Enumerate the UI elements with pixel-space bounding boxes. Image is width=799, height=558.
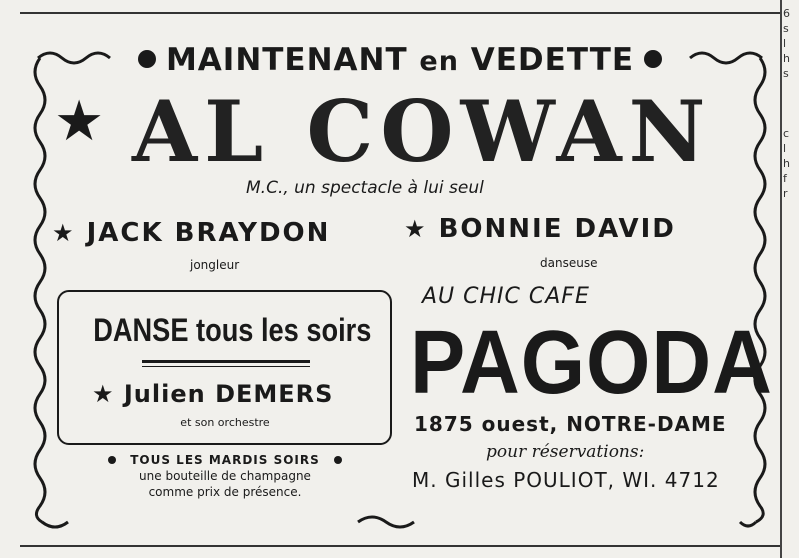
fragment-line: s — [783, 67, 789, 80]
act-role: jongleur — [190, 258, 240, 272]
headline-part2: en — [419, 46, 459, 77]
orchestra-leader — [92, 380, 333, 408]
bullet-icon — [644, 50, 662, 68]
act-name: BONNIE DAVID — [438, 214, 676, 244]
star-icon: ★ — [54, 89, 105, 154]
tuesday-line1: TOUS LES MARDIS SOIRS — [130, 453, 320, 467]
bullet-icon — [138, 50, 156, 68]
star-icon: ★ — [404, 215, 428, 243]
leader-name: Julien DEMERS — [123, 380, 334, 408]
fragment-line — [783, 81, 799, 96]
act-name: JACK BRAYDON — [86, 218, 331, 248]
adjacent-column-fragment — [783, 6, 799, 201]
reservations-intro: pour réservations: — [486, 442, 645, 462]
venue-intro: AU CHIC CAFE — [422, 284, 590, 309]
divider — [142, 360, 310, 363]
headline — [110, 42, 690, 78]
fragment-line: l — [783, 142, 787, 155]
fragment-line: 6 — [783, 7, 790, 20]
headline-part3: VEDETTE — [470, 42, 635, 78]
fragment-line: s — [783, 22, 789, 35]
fragment-line: r — [783, 187, 788, 200]
star-icon: ★ — [52, 219, 76, 247]
act-bonnie-david — [404, 214, 676, 244]
act-jack-braydon — [52, 218, 330, 248]
star-subtitle: M.C., un spectacle à lui seul — [246, 178, 484, 198]
tuesday-line2: une bouteille de champagne — [139, 469, 311, 483]
star-icon: ★ — [92, 380, 115, 408]
headline-part1: MAINTENANT — [165, 42, 408, 78]
tuesday-heading — [80, 453, 370, 467]
venue-name: PAGODA — [410, 313, 773, 413]
fragment-line — [783, 111, 799, 126]
fragment-line: h — [783, 157, 790, 170]
star-performer-name: AL COWAN — [132, 82, 713, 181]
fragment-line: l — [783, 37, 787, 50]
orchestra-note: et son orchestre — [180, 416, 270, 429]
venue-address: 1875 ouest, NOTRE-DAME — [414, 412, 727, 436]
fragment-line: f — [783, 172, 787, 185]
tuesday-line3: comme prix de présence. — [148, 485, 302, 499]
act-role: danseuse — [540, 256, 598, 270]
fragment-line: h — [783, 52, 790, 65]
bullet-icon — [108, 456, 116, 464]
bullet-icon — [334, 456, 342, 464]
fragment-line — [783, 96, 799, 111]
dance-title: DANSE tous les soirs — [93, 312, 372, 348]
fragment-line: c — [783, 127, 790, 140]
divider — [142, 366, 310, 367]
reservations-contact: M. Gilles POULIOT, WI. 4712 — [412, 468, 720, 492]
